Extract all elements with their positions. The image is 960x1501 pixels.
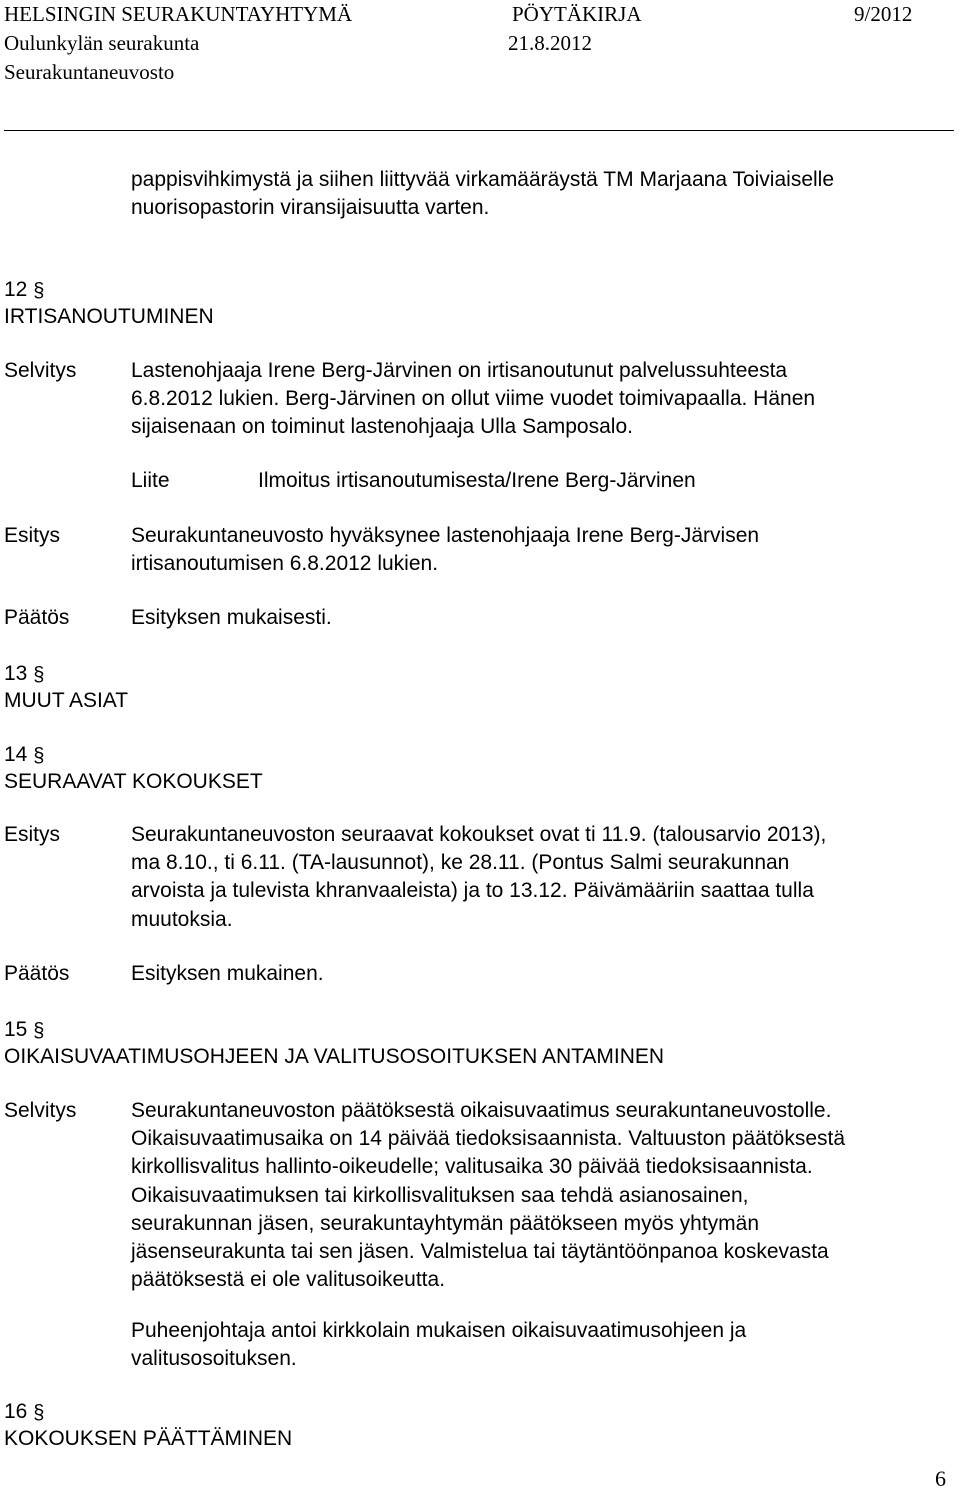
text-line: Seurakuntaneuvoston seuraavat kokoukset ovat ti 11.9. (talousarvio 2013), [131,823,827,846]
text-line: kirkollisvalitus hallinto-oikeudelle; valitusaika 30 päivää tiedoksisaannista. [131,1155,813,1179]
section-number: 14 [4,743,28,766]
label-liite: Liite [131,469,170,492]
section-16-heading [4,1399,292,1452]
section-15-selvitys [131,1097,931,1294]
section-15-heading [4,1017,664,1070]
header-doc-type: PÖYTÄKIRJA [512,2,642,26]
section-14-paatos: Esityksen mukainen. [131,962,324,985]
section-12-heading [4,277,214,330]
section-sign: § [33,1020,45,1042]
text-line: seurakunnan jäsen, seurakuntayhtymän päätökseen myös yhtymän [131,1211,760,1235]
label-selvitys: Selvitys [4,1099,77,1122]
section-title: IRTISANOUTUMINEN [4,305,214,328]
text-line: irtisanoutumisen 6.8.2012 lukien. [131,552,439,576]
section-title: MUUT ASIAT [4,689,129,712]
section-12-paatos: Esityksen mukaisesti. [131,606,332,629]
text-line: muutoksia. [131,907,233,931]
section-number: 15 [4,1018,28,1041]
header-body: Seurakuntaneuvosto [4,60,175,84]
section-14-esitys [131,821,931,934]
text-line: nuorisopastorin viransijaisuutta varten. [131,196,490,220]
text-line: sijaisenaan on toiminut lastenohjaaja Ulla Samposalo. [131,415,633,439]
header-parish: Oulunkylän seurakunta [4,31,200,55]
text-line: arvoista ja tulevista khranvaaleista) ja to 13.12. Päivämääriin saattaa tulla [131,879,814,903]
header-divider [4,130,954,131]
section-13-heading [4,661,128,714]
section-12-liite: Ilmoitus irtisanoutumisesta/Irene Berg-Järvinen [258,469,696,492]
section-number: 12 [4,278,28,301]
text-line: jäsenseurakunta tai sen jäsen. Valmistelua tai täytäntöönpanoa koskevasta [131,1240,829,1264]
text-line: pappisvihkimystä ja siihen liittyvää virkamääräystä TM Marjaana Toiviaiselle [131,168,835,191]
section-12-selvitys [131,357,931,442]
section-number: 13 [4,662,28,685]
text-line: ma 8.10., ti 6.11. (TA-lausunnot), ke 28.11. (Pontus Salmi seurakunnan [131,851,790,875]
text-line: valitusosoituksen. [131,1347,297,1371]
intro-text [131,166,931,222]
text-line: päätöksestä ei ole valitusoikeutta. [131,1268,446,1292]
header-org: HELSINGIN SEURAKUNTAYHTYMÄ [4,2,353,26]
section-sign: § [33,745,45,767]
header-doc-number: 9/2012 [854,2,913,26]
page-number: 6 [935,1466,946,1491]
text-line: Puheenjohtaja antoi kirkkolain mukaisen oikaisuvaatimusohjeen ja [131,1319,747,1342]
text-line: Oikaisuvaatimuksen tai kirkollisvalituksen saa tehdä asianosainen, [131,1183,749,1207]
text-line: Seurakuntaneuvoston päätöksestä oikaisuvaatimus seurakuntaneuvostolle. [131,1099,832,1122]
section-sign: § [33,280,45,302]
section-title: OIKAISUVAATIMUSOHJEEN JA VALITUSOSOITUKSEN ANTAMINEN [4,1045,665,1068]
section-sign: § [33,1402,45,1424]
label-esitys: Esitys [4,524,61,547]
section-15-note [131,1317,931,1373]
section-12-esitys [131,522,931,578]
section-sign: § [33,664,45,686]
text-line: Lastenohjaaja Irene Berg-Järvinen on irtisanoutunut palvelussuhteesta [131,359,788,382]
section-title: KOKOUKSEN PÄÄTTÄMINEN [4,1427,293,1450]
text-line: 6.8.2012 lukien. Berg-Järvinen on ollut viime vuodet toimivapaalla. Hänen [131,387,816,411]
label-paatos: Päätös [4,962,70,985]
label-esitys: Esitys [4,823,61,846]
text-line: Seurakuntaneuvosto hyväksynee lastenohjaaja Irene Berg-Järvisen [131,524,760,547]
label-selvitys: Selvitys [4,359,77,382]
section-14-heading [4,742,263,795]
text-line: Oikaisuvaatimusaika on 14 päivää tiedoksisaannista. Valtuuston päätöksestä [131,1127,846,1151]
section-title: SEURAAVAT KOKOUKSET [4,770,263,793]
section-number: 16 [4,1400,28,1423]
label-paatos: Päätös [4,606,70,629]
header-date: 21.8.2012 [508,31,592,55]
